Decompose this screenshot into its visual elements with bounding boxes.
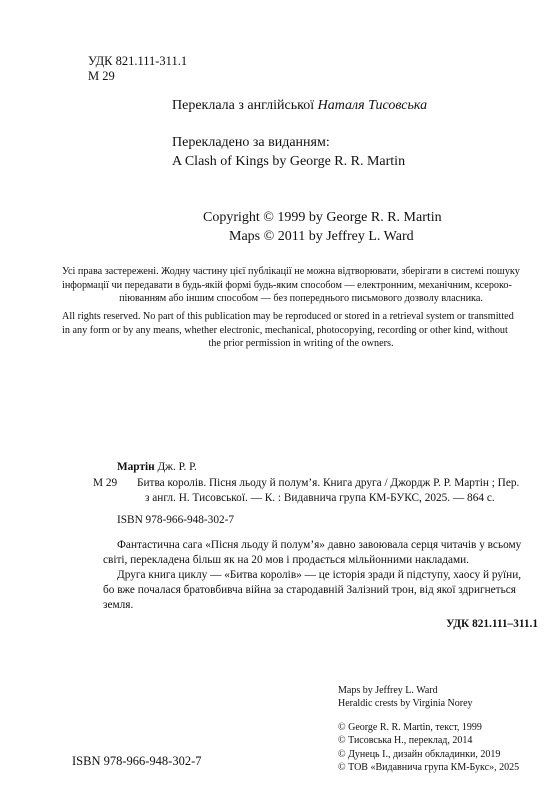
udk-code: УДК 821.111-311.1 [88, 54, 188, 68]
copyright-item: © George R. R. Martin, текст, 1999 [338, 722, 482, 733]
translator-line [172, 96, 427, 115]
edition-title: A Clash of Kings by George R. R. Martin [172, 154, 406, 169]
copyright-item: © ТОВ «Видавнича група КМ-Букс», 2025 [338, 762, 520, 774]
translator-name: Наталя Тисовська [317, 98, 428, 113]
copyright-top [203, 208, 442, 246]
rights-en-line: All rights reserved. No part of this publication may be reproduced or stored in a retrieval system or transmitted [62, 311, 514, 322]
crests-credit: Heraldic crests by Virginia Norey [338, 698, 473, 710]
isbn-bottom: ISBN 978-966-948-302-7 [72, 754, 202, 768]
annotation-line: бо вже почалася братовбивча війна за стародавній Залізний трон, від якої здригнеться [103, 584, 516, 596]
udk-header [88, 54, 187, 84]
catalog-author-initials: Дж. Р. Р. [154, 461, 197, 473]
copyright-list [338, 721, 519, 775]
copyright-item: © Дунець І., дизайн обкладинки, 2019 [338, 748, 501, 760]
annotation-line: Друга книга циклу — «Битва королів» — це історія зради й підступу, хаосу й руїни, [117, 569, 522, 581]
author-code: М 29 [88, 69, 115, 83]
illustration-credits [338, 684, 473, 711]
catalog-entry [137, 476, 542, 506]
catalog-annotation-1 [103, 538, 540, 568]
catalog-entry-line: Битва королів. Пісня льоду й полум’я. Книга друга / Джордж Р. Р. Мартін ; Пер. [137, 477, 520, 489]
catalog-isbn: ISBN 978-966-948-302-7 [117, 514, 235, 526]
rights-uk-line: піюванням або іншим способом — без попереднього письмового дозволу власника. [119, 293, 483, 305]
rights-uk-line: інформації чи передавати в будь-якій формі будь-яким способом — електронним, механічним, ксероко- [62, 279, 512, 291]
catalog-annotation-2 [103, 568, 540, 613]
udk-bottom: УДК 821.111–311.1 [446, 618, 538, 630]
rights-en-line: in any form or by any means, whether electronic, mechanical, photocopying, recording or other kind, without [62, 324, 508, 336]
catalog-author-surname: Мартін [117, 461, 155, 473]
copyright-item: © Тисовська Н., переклад, 2014 [338, 735, 473, 747]
annotation-line: світі, перекладена більш як на 20 мов і продається мільйонними накладами. [103, 554, 470, 566]
rights-uk-line: Усі права застережені. Жодну частину цієї публікації не можна відтворювати, зберігати в системі пошуку [62, 266, 520, 277]
annotation-line: земля. [103, 599, 134, 611]
rights-en-line: the prior permission in writing of the owners. [208, 338, 394, 350]
edition-label: Перекладено за виданням: [172, 135, 330, 150]
catalog-entry-line: з англ. Н. Тисовської. — К. : Видавнича група КМ-БУКС, 2025. — 864 с. [145, 492, 495, 504]
rights-en [62, 310, 540, 351]
maps-credit: Maps by Jeffrey L. Ward [338, 685, 438, 696]
translator-prefix: Переклала з англійської [172, 98, 318, 113]
annotation-line: Фантастична сага «Пісня льоду й полум’я» давно завоювала серця читачів у всьому [117, 539, 522, 551]
maps-copyright: Maps © 2011 by Jeffrey L. Ward [229, 229, 414, 244]
original-edition [172, 133, 405, 171]
catalog-author [117, 460, 197, 475]
copyright-text: Copyright © 1999 by George R. R. Martin [203, 210, 442, 225]
rights-uk [62, 265, 540, 306]
catalog-code: М 29 [93, 477, 118, 489]
